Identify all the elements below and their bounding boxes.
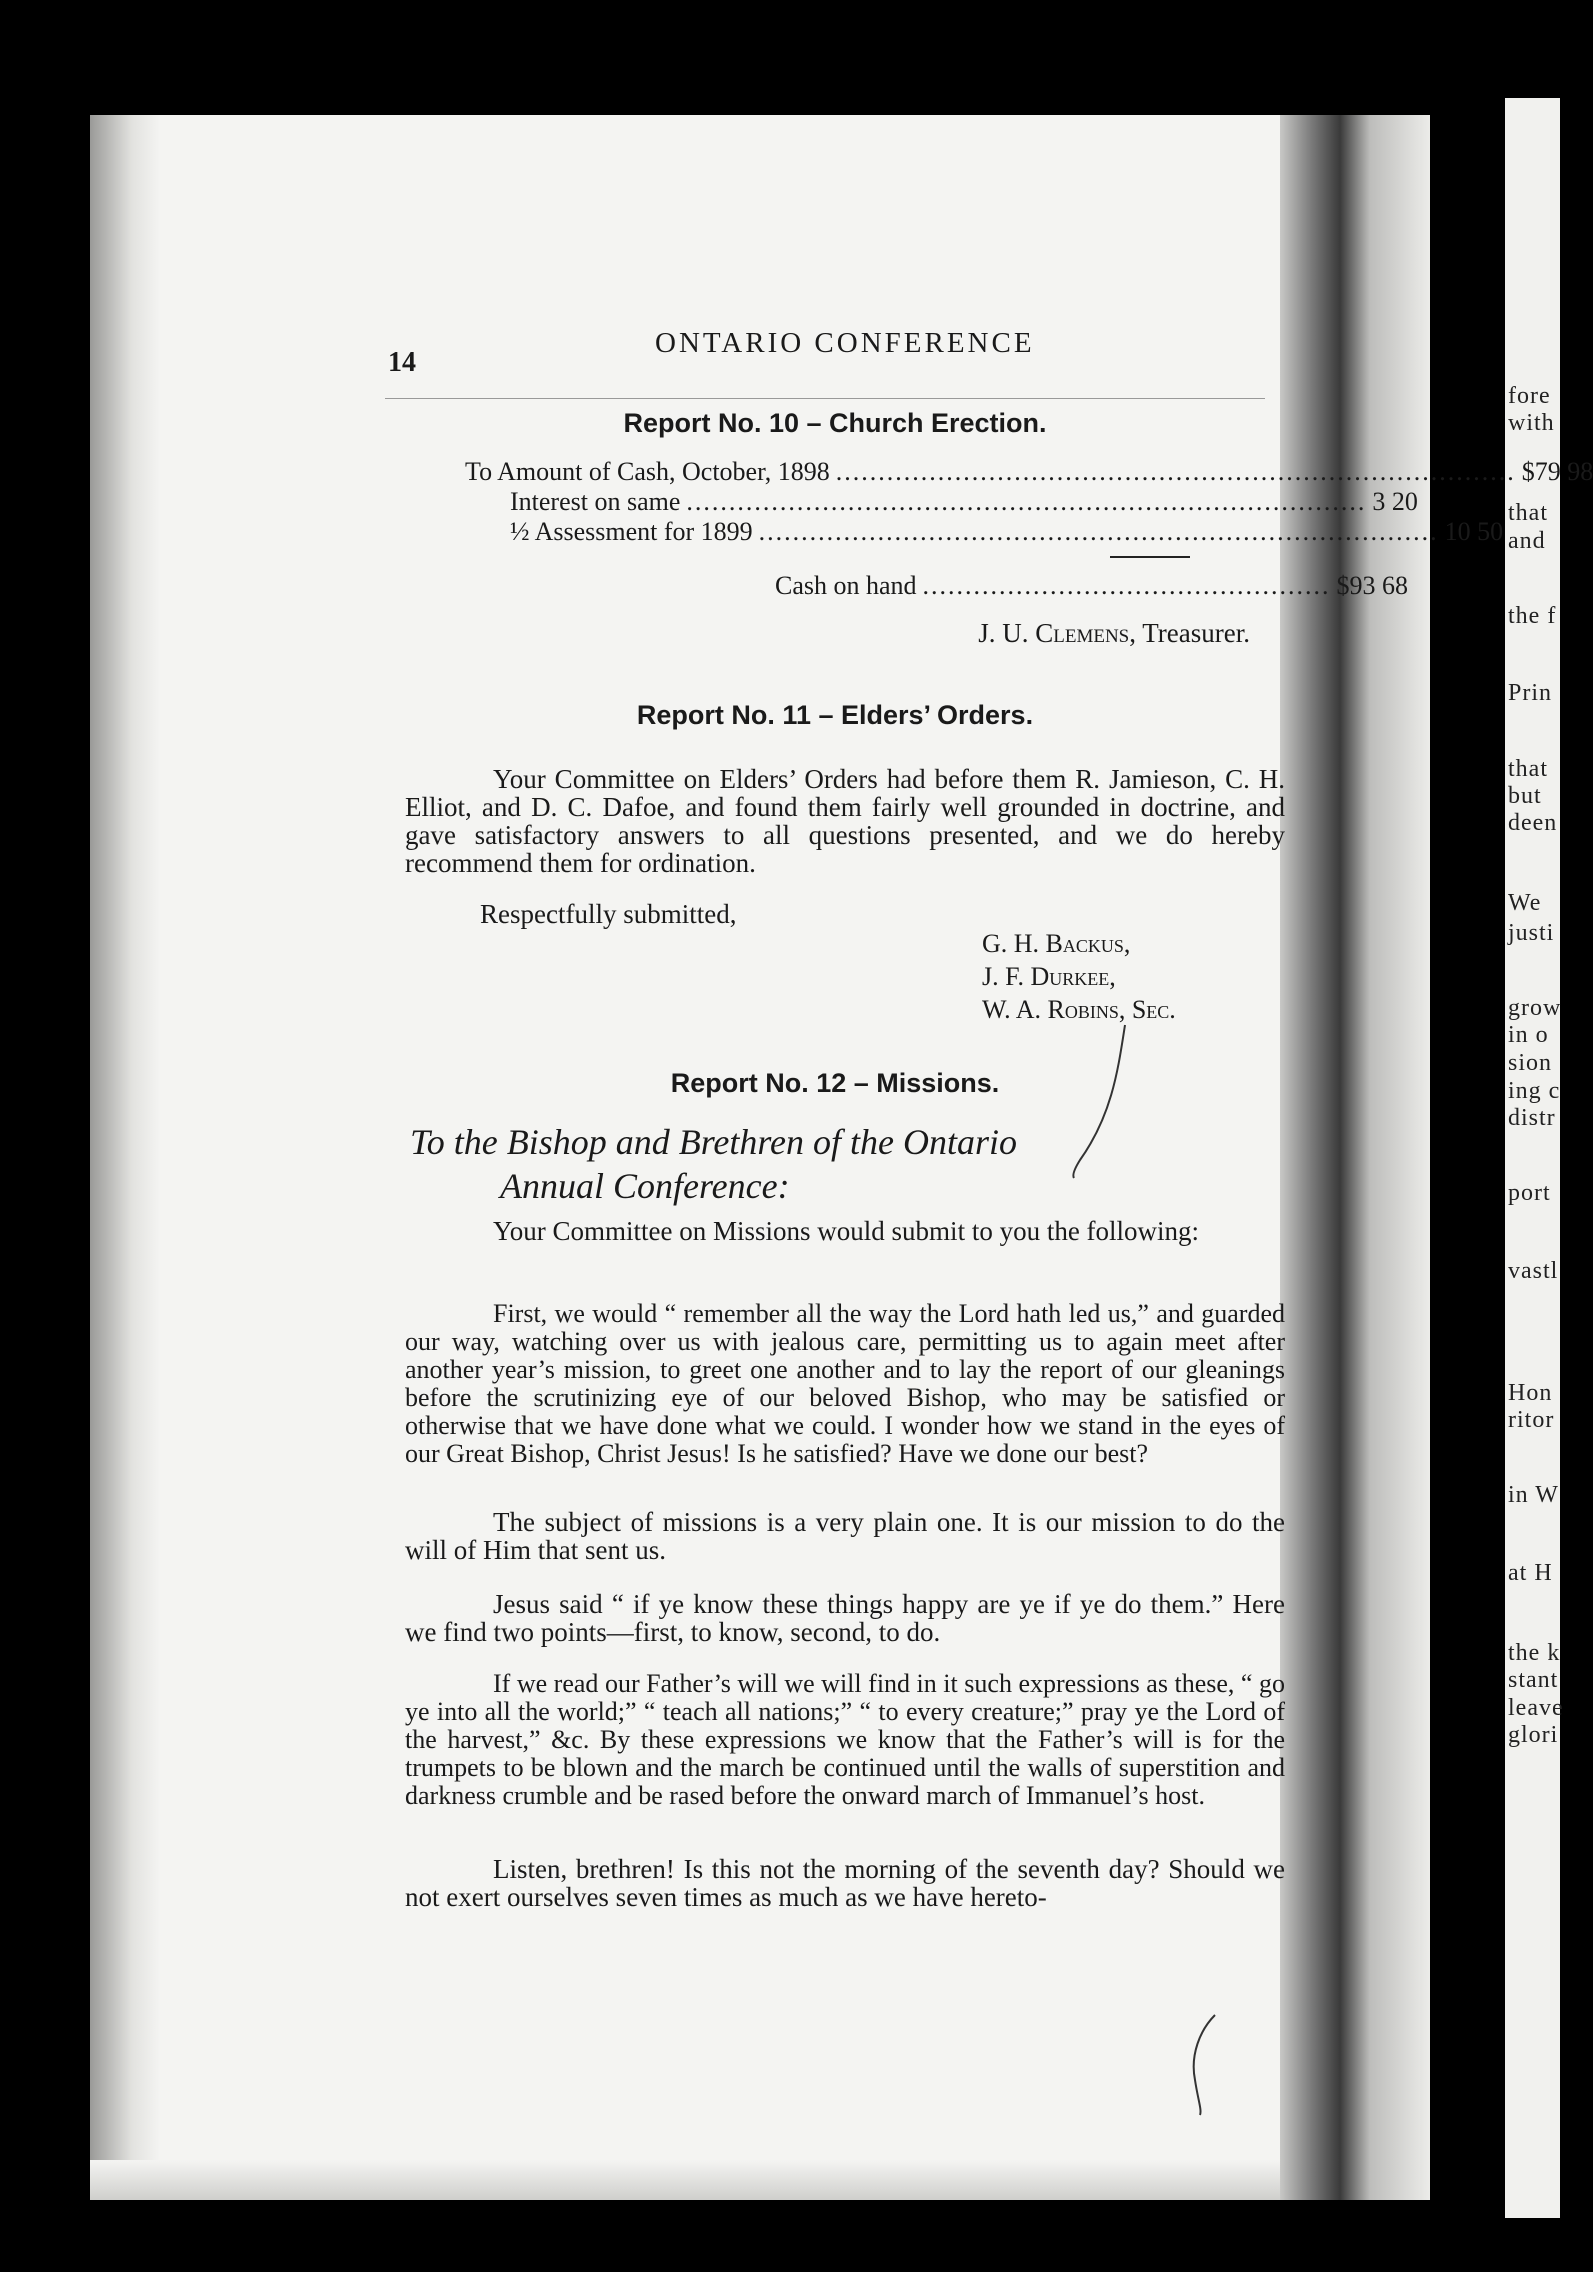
facing-page-fragment: Prin [1508,680,1553,706]
facing-page-fragment: vastl [1508,1258,1559,1284]
treasurer-title: , Treasurer. [1129,618,1250,648]
report-10-heading: Report No. 10 – Church Erection. [623,408,1047,438]
facing-page-fragment: fore [1508,383,1551,409]
pencil-stroke [1180,2010,1230,2120]
treasurer-name: J. U. Clemens [978,618,1130,648]
paragraph: First, we would “ remember all the way the Lord hath led us,” and guarded our way, watching over us with jealous care, permitting us to again meet after another year’s mission, to greet one another and to lay the report of our gleanings before the scrutinizing eye of our beloved Bishop, who may be satisfied or otherwise that we have done what we could. I wonder how we stand in the eyes of our Great Bishop, Christ Jesus! Is he satisfied? Have we done our best? [405,1299,1285,1468]
report-11-body: Your Committee on Elders’ Orders had before them R. Jamieson, C. H. Elliot, and D. C. Dafoe, and found them fairly well grounded in doctrine, and gave satisfactory answers to all questions presented, and we do hereby recommend them for ordination. [405,764,1285,878]
facing-page-fragment: in o [1508,1022,1549,1048]
closing-text: Respectfully submitted, [480,899,737,929]
signer-list [982,927,1176,1026]
facing-page-fragment: sion [1508,1050,1553,1076]
facing-page-fragment: leave [1508,1695,1564,1721]
account-amount: $79 98 [1521,457,1593,486]
salutation [410,1120,1017,1208]
facing-page-fragment: stant [1508,1667,1559,1693]
salutation-line: Annual Conference: [500,1166,790,1206]
account-label: ½ Assessment for 1899 [510,517,753,546]
header-rule [385,398,1265,399]
facing-page-fragment: glori [1508,1722,1559,1748]
signer: G. H. Backus, [982,929,1131,958]
account-amount: 10 50 [1444,517,1504,546]
facing-page-fragment: We [1508,890,1542,916]
facing-page-fragment: that [1508,500,1548,526]
paragraph: If we read our Father’s will we will find in it such expressions as these, “ go ye into all the world;” “ teach all nations;” “ to every creature;” pray ye the Lord of the harvest,” &c. By these expressions we know that the Father’s will is for the trumpets to be blown and the march be continued until the walls of superstition and darkness crumble and be rased before the onward march of Immanuel’s host. [405,1669,1285,1810]
account-amount: 3 20 [1372,487,1418,516]
leader-dots: ................................................................................ [758,517,1439,546]
facing-page-fragment: the f [1508,603,1557,629]
account-label: Interest on same [510,487,681,516]
salutation-line: To the Bishop and Brethren of the Ontario [410,1122,1017,1162]
total-rule [1110,556,1190,558]
report-12-heading: Report No. 12 – Missions. [670,1068,1000,1098]
facing-page-fragment: port [1508,1180,1551,1206]
facing-page-fragment: and [1508,528,1546,554]
pencil-stroke [1060,1020,1140,1180]
leader-dots: ................................................................................ [835,457,1516,486]
account-label: To Amount of Cash, October, 1898 [465,457,830,486]
account-row [510,487,1418,516]
facing-page-fragment: at H [1508,1560,1553,1586]
facing-page-fragment: the k [1508,1640,1561,1666]
facing-page-fragment: Hon [1508,1380,1553,1406]
paragraph: Listen, brethren! Is this not the morning of the seventh day? Should we not exert ourselves seven times as much as we have hereto- [405,1854,1285,1912]
facing-page-fragment: ing c [1508,1078,1561,1104]
running-title: ONTARIO CONFERENCE [655,327,1035,359]
total-label: Cash on hand [775,571,917,600]
page-number: 14 [388,347,416,378]
book-gutter [1280,115,1430,2200]
facing-page-fragment: justi [1508,920,1555,946]
facing-page-fragment: with [1508,410,1555,436]
facing-page-fragment: deen [1508,810,1558,836]
facing-page-fragment: that [1508,756,1548,782]
leader-dots: ................................................................................ [686,487,1367,516]
signer: J. F. Durkee, [982,962,1116,991]
facing-page-fragment: but [1508,783,1542,809]
signer: W. A. Robins, Sec. [982,995,1176,1024]
facing-page-fragment: ritor [1508,1407,1555,1433]
paragraph: The subject of missions is a very plain one. It is our mission to do the will of Him that sent us. [405,1507,1285,1565]
report-11-heading: Report No. 11 – Elders’ Orders. [636,700,1034,730]
paragraph: Jesus said “ if ye know these things happy are ye if ye do them.” Here we find two points—first, to know, second, to do. [405,1589,1285,1647]
facing-page-fragment: distr [1508,1105,1556,1131]
treasurer-signature [560,618,1250,649]
total-amount: $93 68 [1336,571,1409,600]
account-row [510,517,1504,546]
paragraph: Your Committee on Missions would submit to you the following: [493,1216,1200,1246]
facing-page-fragment: grow [1508,995,1562,1021]
leader-dots: ................................................ [922,571,1331,600]
page-bottom-shade [90,2160,1280,2200]
account-row [465,457,1593,486]
facing-page-fragment: in W [1508,1482,1559,1508]
total-row [775,571,1409,600]
page-left-edge [90,115,160,2200]
